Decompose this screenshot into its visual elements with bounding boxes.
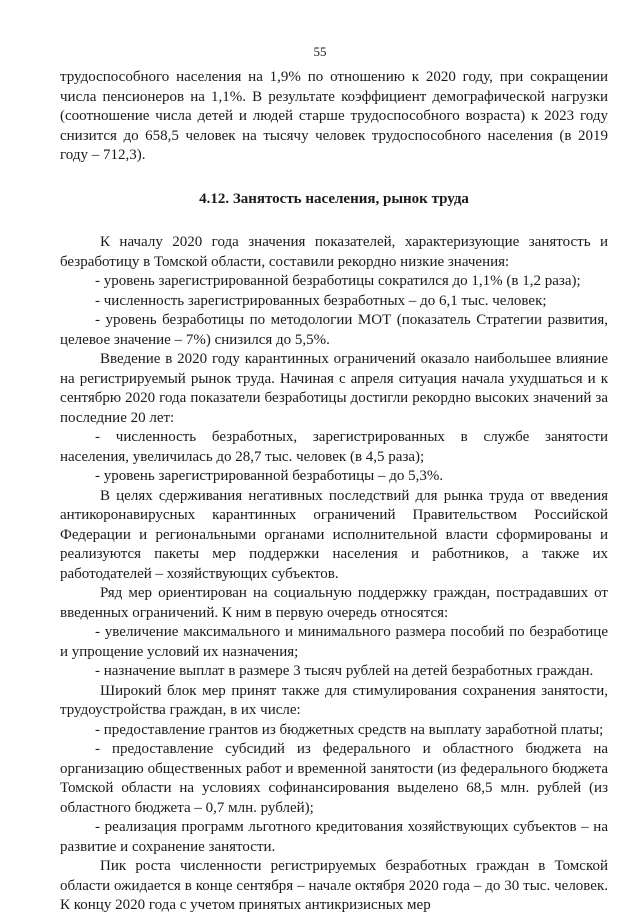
page-number: 55 [313,44,327,59]
intro-paragraph: трудоспособного населения на 1,9% по отношению к 2020 году, при сокращении числа пенсионеров на 1,1%. В результате коэффициент демографической нагрузки (соотношение числа детей и людей старше трудоспособного возраста) к 2023 году снизится до 658,5 человек на тысячу человек трудоспособного населения (в 2019 году – 712,3). [60,69,608,163]
list-item: - численность безработных, зарегистрированных в службе занятости населения, увеличилась до 28,7 тыс. человек (в 4,5 раза); [60,429,608,465]
page-body [60,68,608,916]
list-item: - уровень безработицы по методологии МОТ (показатель Стратегии развития, целевое значение – 7%) снизился до 5,5%. [60,312,608,348]
paragraph: Введение в 2020 году карантинных ограничений оказало наибольшее влияние на регистрируемый рынок труда. Начиная с апреля ситуация начала ухудшаться и к сентябрю 2020 года показатели безработицы достигли рекордно высоких значений за последние 20 лет: [60,351,608,426]
list-item: - численность зарегистрированных безработных – до 6,1 тыс. человек; [95,292,547,309]
paragraph: К началу 2020 года значения показателей, характеризующие занятость и безработицу в Томской области, составили рекордно низкие значения: [60,234,608,270]
list-item: - увеличение максимального и минимального размера пособий по безработице и упрощение условий их назначения; [60,624,608,660]
list-item: - реализация программ льготного кредитования хозяйствующих субъектов – на развитие и сохранение занятости. [60,819,608,855]
list-item: - уровень зарегистрированной безработицы сократился до 1,1% (в 1,2 раза); [95,273,581,289]
paragraph: Ряд мер ориентирован на социальную поддержку граждан, пострадавших от введенных ограничений. К ним в первую очередь относятся: [60,585,608,621]
list-item: - предоставление грантов из бюджетных средств на выплату заработной платы; [95,721,604,738]
section-heading: 4.12. Занятость населения, рынок труда [199,190,469,207]
list-item: - предоставление субсидий из федерального и областного бюджета на организацию общественных работ и временной занятости (из федерального бюджета Томской области на условиях софинансирования выделено 68,5 млн. рублей (из областного бюджета – 0,7 млн. рублей); [60,741,608,816]
paragraph: В целях сдерживания негативных последствий для рынка труда от введения антикоронавирусных карантинных ограничений Правительством Российской Федерации и региональными органами исполнительной власти сформированы и реализуются пакеты мер поддержки населения и работников, а также их работодателей – хозяйствующих субъектов. [60,487,608,582]
list-item: - уровень зарегистрированной безработицы – до 5,3%. [95,468,444,484]
paragraph: Пик роста численности регистрируемых безработных граждан в Томской области ожидается в конце сентября – начале октября 2020 года – до 30 тыс. человек. К концу 2020 года с учетом принятых антикризисных мер [60,858,608,913]
list-item: - назначение выплат в размере 3 тысяч рублей на детей безработных граждан. [95,663,594,679]
paragraph: Широкий блок мер принят также для стимулирования сохранения занятости, трудоустройства граждан, в их числе: [60,682,608,718]
